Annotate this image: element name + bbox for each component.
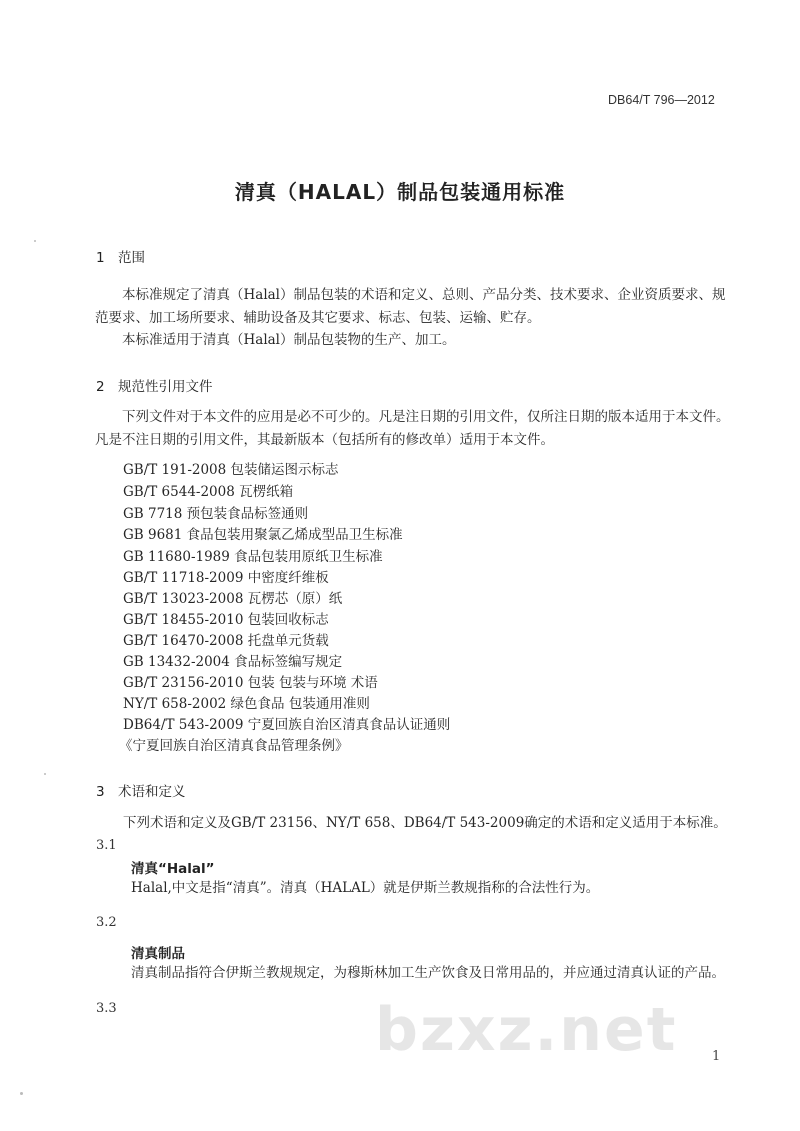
clause-number: 3.3: [96, 1001, 117, 1016]
reference-item: GB/T 6544-2008 瓦楞纸箱: [123, 484, 294, 500]
section-number: 2: [96, 379, 105, 395]
reference-item: GB 13432-2004 食品标签编写规定: [123, 654, 343, 670]
section-title: 术语和定义: [118, 784, 186, 800]
clause-number: 3.1: [96, 838, 117, 853]
reference-item: GB/T 16470-2008 托盘单元货载: [123, 633, 329, 649]
watermark: bzxz.net: [375, 995, 678, 1065]
scan-speck: [34, 240, 36, 242]
section-3-intro: 下列术语和定义及GB/T 23156、NY/T 658、DB64/T 543-2009确定的术语和定义适用于本标准。: [123, 815, 727, 831]
section-2-heading: [96, 375, 213, 395]
reference-item: DB64/T 543-2009 宁夏回族自治区清真食品认证通则: [123, 717, 451, 733]
reference-item: GB/T 18455-2010 包装回收标志: [123, 612, 329, 628]
section-title: 规范性引用文件: [118, 379, 213, 395]
reference-item: 《宁夏回族自治区清真食品管理条例》: [119, 738, 349, 754]
term-heading: 清真“Halal”: [131, 861, 215, 877]
document-title: 清真（HALAL）制品包装通用标准: [234, 180, 566, 204]
section-3-heading: [96, 780, 186, 800]
reference-item: GB 7718 预包装食品标签通则: [123, 506, 309, 522]
reference-item: GB/T 23156-2010 包装 包装与环境 术语: [123, 675, 378, 691]
section-1-paragraph-2: 本标准适用于清真（Halal）制品包装物的生产、加工。: [122, 332, 456, 348]
section-title: 范围: [118, 250, 145, 266]
section-1-heading: [96, 246, 145, 266]
section-1-paragraph-1: 本标准规定了清真（Halal）制品包装的术语和定义、总则、产品分类、技术要求、企业资质要求、规范要求、加工场所要求、辅助设备及其它要求、标志、包装、运输、贮存。: [95, 287, 726, 326]
reference-item: GB/T 191-2008 包装储运图示标志: [123, 462, 339, 478]
reference-item: GB 11680-1989 食品包装用原纸卫生标准: [123, 549, 383, 565]
scan-speck: [44, 773, 46, 775]
term-definition: 清真制品指符合伊斯兰教规规定，为穆斯林加工生产饮食及日常用品的，并应通过清真认证的产品。: [131, 965, 725, 981]
reference-item: GB/T 13023-2008 瓦楞芯（原）纸: [123, 591, 343, 607]
section-number: 1: [96, 250, 105, 266]
reference-item: GB/T 11718-2009 中密度纤维板: [123, 570, 329, 586]
section-number: 3: [96, 784, 105, 800]
term-definition: Halal,中文是指“清真”。清真（HALAL）就是伊斯兰教规指称的合法性行为。: [131, 880, 600, 896]
section-2-intro: 下列文件对于本文件的应用是必不可少的。凡是注日期的引用文件，仅所注日期的版本适用于本文件。凡是不注日期的引用文件，其最新版本（包括所有的修改单）适用于本文件。: [95, 409, 730, 448]
term-heading: 清真制品: [131, 946, 185, 962]
reference-item: NY/T 658-2002 绿色食品 包装通用准则: [123, 696, 370, 712]
clause-number: 3.2: [96, 915, 117, 930]
scan-speck: [20, 1092, 23, 1095]
document-number: DB64/T 796—2012: [608, 93, 715, 107]
page-number: 1: [712, 1049, 721, 1064]
reference-item: GB 9681 食品包装用聚氯乙烯成型品卫生标准: [123, 527, 403, 543]
